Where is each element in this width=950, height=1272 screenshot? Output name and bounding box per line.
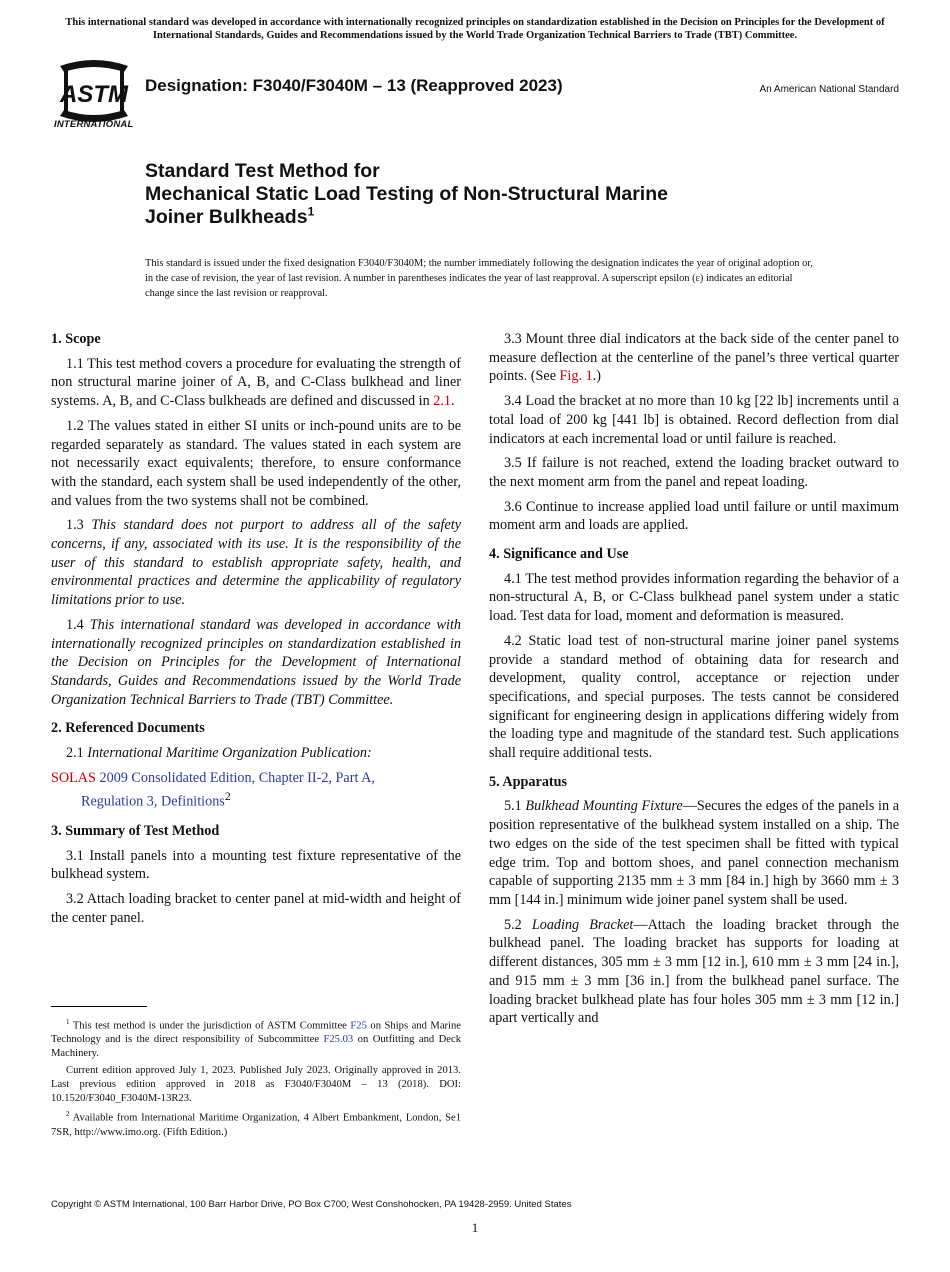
footnote-2-mark: 2 bbox=[66, 1110, 70, 1119]
paragraph-4-1: 4.1 The test method provides information regarding the behavior of a non-structural A, B, or C-Class bulkhead panel system under a static load. Test data for load, moment and deformation is measured. bbox=[489, 570, 899, 625]
link-2-1[interactable]: 2.1 bbox=[433, 393, 451, 410]
section-heading-significance: 4. Significance and Use bbox=[489, 546, 629, 563]
title-line-1: Standard Test Method for bbox=[145, 160, 380, 182]
paragraph-1-1-text: 1.1 This test method covers a procedure for evaluating the strength of non structural marine joiner of A, B, and C-Class bulkhead and liner systems. A, B, and C-Class bulkheads are defined and discussed in bbox=[51, 355, 461, 410]
paragraph-1-1-end: . bbox=[450, 393, 455, 410]
paragraph-4-2: 4.2 Static load test of non-structural marine joiner panel systems provide a standard method of obtaining data for research and development, quality control, acceptance or rejection under specifications, and special purposes. The tests cannot be considered significant for engineering design in applications differing widely from the loading type and magnitude of the standard test. Such applications shall require additional tests. bbox=[489, 632, 899, 762]
paragraph-1-3-num: 1.3 bbox=[66, 517, 92, 534]
footnote-1-text-c: on Outfitting and Deck Machinery. bbox=[51, 1034, 461, 1060]
copyright-line: Copyright © ASTM International, 100 Barr Harbor Drive, PO Box C700, West Conshohocken, PA 19428-2959. United States bbox=[51, 1199, 572, 1210]
paragraph-1-4 bbox=[51, 616, 461, 710]
logo-wordmark: INTERNATIONAL bbox=[54, 119, 134, 130]
paragraph-3-6: 3.6 Continue to increase applied load until failure or until maximum moment arm and loads are applied. bbox=[489, 498, 899, 534]
designation: Designation: F3040/F3040M – 13 (Reapproved 2023) bbox=[145, 76, 563, 95]
logo-text: ASTM bbox=[60, 81, 128, 108]
tbt-notice: This international standard was developed in accordance with internationally recognized principles on standardization established in the Decision on Principles for the Development of International Standards, Guides and Recommendations issued by the World Trade Organization Technical Barriers to Trade (TBT) Committee. bbox=[65, 17, 885, 41]
paragraph-5-1 bbox=[489, 797, 899, 909]
paragraph-3-2: 3.2 Attach loading bracket to center panel at mid-width and height of the center panel. bbox=[51, 891, 461, 926]
paragraph-3-5: 3.5 If failure is not reached, extend the loading bracket outward to the next moment arm from the panel and repeat loading. bbox=[489, 455, 899, 490]
paragraph-3-4: 3.4 Load the bracket at no more than 10 kg [22 lb] increments until a total load of 200 kg [441 lb] is obtained. Record deflection from dial indicators at each incremental load or until failure is reached. bbox=[489, 393, 899, 447]
solas-link[interactable]: SOLAS bbox=[51, 769, 96, 786]
section-heading-scope: 1. Scope bbox=[51, 331, 101, 347]
solas-regulation-link[interactable]: Regulation 3, Definitions bbox=[81, 794, 225, 811]
paragraph-5-2 bbox=[489, 916, 899, 1028]
paragraph-5-1-term: Bulkhead Mounting Fixture bbox=[525, 798, 683, 815]
section-heading-apparatus: 5. Apparatus bbox=[489, 773, 568, 790]
footnote-2 bbox=[51, 1108, 461, 1139]
footnotes bbox=[51, 1016, 461, 1142]
paragraph-3-3 bbox=[489, 330, 899, 386]
paragraph-5-2-num: 5.2 bbox=[504, 916, 532, 933]
footnote-1-text-a: This test method is under the jurisdiction of ASTM Committee bbox=[69, 1020, 351, 1032]
title-line-2: Mechanical Static Load Testing of Non-Structural Marine bbox=[145, 183, 668, 205]
footnote-divider bbox=[51, 1006, 147, 1007]
american-national-standard: An American National Standard bbox=[759, 84, 899, 95]
subcommittee-f25-03-link[interactable]: F25.03 bbox=[323, 1034, 354, 1046]
paragraph-1-4-text: This international standard was developed in accordance with internationally recognized principles on standardization established in the Decision on Principles for the Development of International Standards, Guides and Recommendations issued by the World Trade Organization Technical Barriers to Trade (TBT) Committee. bbox=[51, 616, 461, 708]
section-heading-referenced-documents: 2. Referenced Documents bbox=[51, 720, 205, 737]
committee-f25-link[interactable]: F25 bbox=[350, 1020, 367, 1032]
paragraph-2-1-num: 2.1 bbox=[66, 745, 88, 762]
solas-edition-link[interactable]: 2009 Consolidated Edition, Chapter II-2, Part A, bbox=[95, 769, 375, 786]
right-column bbox=[489, 330, 899, 1034]
page-number: 1 bbox=[471, 1220, 479, 1235]
footnote-1-mark: 1 bbox=[66, 1018, 70, 1026]
paragraph-5-1-num: 5.1 bbox=[504, 798, 526, 815]
paragraph-5-2-term: Loading Bracket bbox=[531, 916, 634, 933]
paragraph-3-3-text: 3.3 Mount three dial indicators at the back side of the center panel to measure deflection at the centerline of the panel’s three vertical quarter points. (See bbox=[489, 331, 899, 385]
edition-note: Current edition approved July 1, 2023. Published July 2023. Originally approved in 2013. Last previous edition approved in 2018 as F3040/F3040M – 13 (2018). DOI: 10.1520/F3040_F3040M-13R23. bbox=[51, 1064, 461, 1104]
paragraph-5-1-text: —Secures the edges of the panels in a position representative of the bulkhead system installed on a ship. The two edges on the side of the test specimen shall be fitted with typical edge trim. Top and bottom shoes, and panel connection mechanism capable of supporting 2135 mm ± 3 mm [84 in.] high by 3660 mm ± 3 mm [144 in.] minimum wide joiner panel system shall be used. bbox=[489, 798, 900, 908]
title-footnote-mark: 1 bbox=[307, 204, 315, 219]
title-line-3-text: Joiner Bulkheads bbox=[145, 206, 308, 228]
paragraph-3-3-end: .) bbox=[592, 368, 601, 385]
footnote-2-text: Available from International Maritime Organization, 4 Albert Embankment, London, Se1 7SR, http://www.imo.org. (Fifth Edition.) bbox=[51, 1112, 461, 1138]
solas-footnote-mark: 2 bbox=[224, 789, 231, 804]
section-heading-summary: 3. Summary of Test Method bbox=[51, 822, 220, 839]
paragraph-2-1-text: International Maritime Organization Publication: bbox=[87, 745, 372, 762]
paragraph-5-2-text: —Attach the loading bracket through the bulkhead panel. The loading bracket has supports for loading at different distances, 305 mm ± 3 mm [12 in.], 610 mm ± 3 mm [24 in.], and 915 mm ± 3 mm [36 in.] from the bulkhead panel surface. The loading bracket bulkhead plate has four holes 305 mm ± 3 mm [12 in.] apart vertically and bbox=[489, 916, 900, 1027]
paragraph-1-1 bbox=[51, 355, 461, 411]
footnote-1 bbox=[51, 1016, 461, 1061]
paragraph-1-4-num: 1.4 bbox=[66, 616, 90, 633]
title-line-3 bbox=[145, 206, 668, 229]
paragraph-1-2: 1.2 The values stated in either SI units or inch-pound units are to be regarded separately as standard. The values stated in each system are not necessarily exact equivalents; therefore, to ensure conformance with the standard, each system shall be used independently of the other, and values from the two systems shall not be combined. bbox=[51, 417, 461, 509]
document-title bbox=[145, 160, 668, 229]
issuance-statement: This standard is issued under the fixed designation F3040/F3040M; the number immediately following the designation indicates the year of original adoption or, in the case of revision, the year of last revision. A number in parentheses indicates the year of last reapproval. A superscript epsilon (ε) indicates an editorial change since the last revision or reapproval. bbox=[145, 258, 813, 299]
paragraph-1-3 bbox=[51, 516, 461, 610]
solas-reference[interactable] bbox=[51, 769, 461, 812]
footnote-1-text-b: on Ships and Marine Technology and is the direct responsibility of Subcommittee bbox=[51, 1020, 461, 1046]
paragraph-3-1: 3.1 Install panels into a mounting test fixture representative of the bulkhead system. bbox=[51, 847, 461, 883]
paragraph-1-3-text: This standard does not purport to address all of the safety concerns, if any, associated with its use. It is the responsibility of the user of this standard to establish appropriate safety, health, and environmental practices and determine the applicability of regulatory limitations prior to use. bbox=[51, 517, 461, 609]
paragraph-2-1 bbox=[51, 744, 461, 763]
link-fig-1[interactable]: Fig. 1 bbox=[559, 368, 593, 385]
left-column bbox=[51, 330, 461, 933]
